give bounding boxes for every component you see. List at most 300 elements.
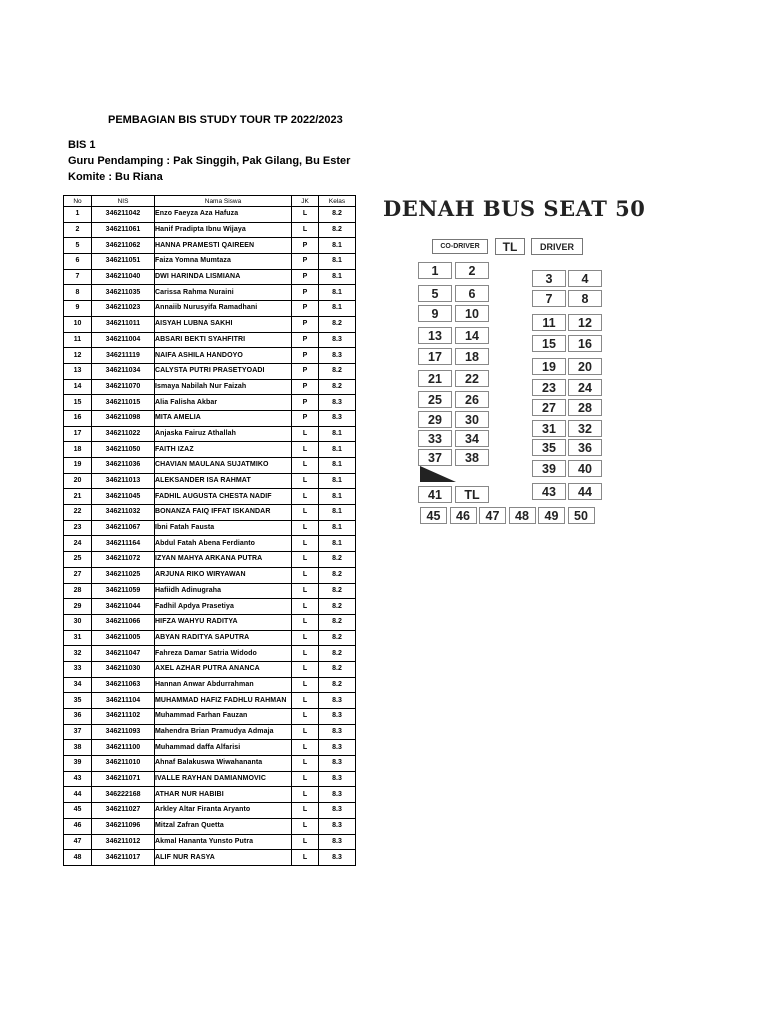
cell-jk: P bbox=[292, 348, 319, 364]
cell-name: DWI HARINDA LISMIANA bbox=[155, 269, 292, 285]
cell-nis: 346211096 bbox=[92, 818, 155, 834]
cell-kelas: 8.2 bbox=[319, 552, 356, 568]
cell-nis: 346211061 bbox=[92, 222, 155, 238]
cell-jk: L bbox=[292, 207, 319, 223]
cell-kelas: 8.1 bbox=[319, 426, 356, 442]
cell-name: Anjaska Fairuz Athallah bbox=[155, 426, 292, 442]
seat: 16 bbox=[568, 335, 602, 352]
cell-jk: L bbox=[292, 740, 319, 756]
cell-nis: 346222168 bbox=[92, 787, 155, 803]
seat: 40 bbox=[568, 460, 602, 477]
cell-name: Mahendra Brian Pramudya Admaja bbox=[155, 724, 292, 740]
table-row bbox=[64, 583, 356, 599]
cell-nis: 346211164 bbox=[92, 536, 155, 552]
cell-no: 44 bbox=[64, 787, 92, 803]
bus-map-title: DENAH BUS SEAT 50 bbox=[383, 196, 646, 221]
cell-nis: 346211023 bbox=[92, 301, 155, 317]
seat: 38 bbox=[455, 449, 489, 466]
cell-name: CHAVIAN MAULANA SUJATMIKO bbox=[155, 458, 292, 474]
cell-no: 39 bbox=[64, 756, 92, 772]
table-row bbox=[64, 771, 356, 787]
table-row bbox=[64, 693, 356, 709]
seat: 28 bbox=[568, 399, 602, 416]
table-row bbox=[64, 238, 356, 254]
cell-nis: 346211042 bbox=[92, 207, 155, 223]
cell-no: 34 bbox=[64, 677, 92, 693]
table-row bbox=[64, 756, 356, 772]
cell-name: FADHIL AUGUSTA CHESTA NADIF bbox=[155, 489, 292, 505]
cell-kelas: 8.2 bbox=[319, 677, 356, 693]
cell-kelas: 8.1 bbox=[319, 269, 356, 285]
table-row bbox=[64, 332, 356, 348]
table-row bbox=[64, 740, 356, 756]
cell-no: 17 bbox=[64, 426, 92, 442]
cell-no: 38 bbox=[64, 740, 92, 756]
table-row bbox=[64, 410, 356, 426]
cell-no: 43 bbox=[64, 771, 92, 787]
cell-kelas: 8.2 bbox=[319, 222, 356, 238]
cell-no: 7 bbox=[64, 269, 92, 285]
table-row bbox=[64, 348, 356, 364]
cell-no: 8 bbox=[64, 285, 92, 301]
cell-nis: 346211027 bbox=[92, 803, 155, 819]
table-row bbox=[64, 567, 356, 583]
cell-no: 10 bbox=[64, 316, 92, 332]
seat: 21 bbox=[418, 370, 452, 387]
seat: 50 bbox=[568, 507, 595, 524]
cell-nis: 346211067 bbox=[92, 520, 155, 536]
cell-kelas: 8.1 bbox=[319, 489, 356, 505]
cell-kelas: 8.3 bbox=[319, 724, 356, 740]
cell-name: ABSARI BEKTI SYAHFITRI bbox=[155, 332, 292, 348]
seat: 13 bbox=[418, 327, 452, 344]
cell-name: Alia Falisha Akbar bbox=[155, 395, 292, 411]
header-no: No bbox=[64, 196, 92, 207]
table-row bbox=[64, 442, 356, 458]
cell-name: Abdul Fatah Abena Ferdianto bbox=[155, 536, 292, 552]
cell-nis: 346211102 bbox=[92, 709, 155, 725]
seat: 23 bbox=[532, 379, 566, 396]
cell-kelas: 8.3 bbox=[319, 834, 356, 850]
cell-nis: 346211035 bbox=[92, 285, 155, 301]
table-row bbox=[64, 489, 356, 505]
cell-nis: 346211071 bbox=[92, 771, 155, 787]
cell-nis: 346211015 bbox=[92, 395, 155, 411]
table-header-row bbox=[64, 196, 356, 207]
cell-jk: P bbox=[292, 285, 319, 301]
cell-jk: L bbox=[292, 818, 319, 834]
cell-no: 1 bbox=[64, 207, 92, 223]
seat: 19 bbox=[532, 358, 566, 375]
cell-nis: 346211045 bbox=[92, 489, 155, 505]
cell-no: 19 bbox=[64, 458, 92, 474]
cell-nis: 346211119 bbox=[92, 348, 155, 364]
header-nis: NIS bbox=[92, 196, 155, 207]
seat: 32 bbox=[568, 420, 602, 437]
tour-leader-back-tag: TL bbox=[455, 486, 489, 503]
cell-nis: 346211063 bbox=[92, 677, 155, 693]
seat: 44 bbox=[568, 483, 602, 500]
cell-nis: 346211059 bbox=[92, 583, 155, 599]
cell-jk: L bbox=[292, 567, 319, 583]
cell-kelas: 8.2 bbox=[319, 661, 356, 677]
seat: 2 bbox=[455, 262, 489, 279]
cell-jk: L bbox=[292, 677, 319, 693]
cell-name: Muhammad Farhan Fauzan bbox=[155, 709, 292, 725]
cell-jk: L bbox=[292, 693, 319, 709]
cell-no: 28 bbox=[64, 583, 92, 599]
cell-jk: L bbox=[292, 489, 319, 505]
table-row bbox=[64, 677, 356, 693]
cell-jk: L bbox=[292, 709, 319, 725]
cell-jk: L bbox=[292, 583, 319, 599]
seat: 18 bbox=[455, 348, 489, 365]
cell-jk: P bbox=[292, 301, 319, 317]
table-row bbox=[64, 818, 356, 834]
cell-no: 46 bbox=[64, 818, 92, 834]
document-title: PEMBAGIAN BIS STUDY TOUR TP 2022/2023 bbox=[108, 114, 343, 126]
cell-kelas: 8.2 bbox=[319, 567, 356, 583]
seat: 33 bbox=[418, 430, 452, 447]
cell-kelas: 8.2 bbox=[319, 614, 356, 630]
seat: 30 bbox=[455, 411, 489, 428]
table-row bbox=[64, 269, 356, 285]
cell-kelas: 8.3 bbox=[319, 693, 356, 709]
cell-nis: 346211032 bbox=[92, 505, 155, 521]
cell-nis: 346211036 bbox=[92, 458, 155, 474]
cell-jk: P bbox=[292, 316, 319, 332]
cell-no: 6 bbox=[64, 254, 92, 270]
cell-kelas: 8.3 bbox=[319, 410, 356, 426]
table-row bbox=[64, 709, 356, 725]
table-row bbox=[64, 646, 356, 662]
cell-jk: L bbox=[292, 834, 319, 850]
table-row bbox=[64, 395, 356, 411]
cell-name: ALIF NUR RASYA bbox=[155, 850, 292, 866]
cell-jk: L bbox=[292, 787, 319, 803]
cell-name: HANNA PRAMESTI QAIREEN bbox=[155, 238, 292, 254]
cell-nis: 346211025 bbox=[92, 567, 155, 583]
cell-jk: L bbox=[292, 771, 319, 787]
cell-jk: L bbox=[292, 442, 319, 458]
table-row bbox=[64, 520, 356, 536]
teacher-line: Guru Pendamping : Pak Singgih, Pak Gilang, Bu Ester bbox=[68, 155, 351, 167]
cell-nis: 346211093 bbox=[92, 724, 155, 740]
cell-jk: P bbox=[292, 410, 319, 426]
cell-no: 30 bbox=[64, 614, 92, 630]
cell-jk: P bbox=[292, 254, 319, 270]
cell-nis: 346211010 bbox=[92, 756, 155, 772]
cell-no: 11 bbox=[64, 332, 92, 348]
cell-no: 9 bbox=[64, 301, 92, 317]
cell-kelas: 8.2 bbox=[319, 583, 356, 599]
cell-jk: L bbox=[292, 426, 319, 442]
table-row bbox=[64, 599, 356, 615]
seat: 47 bbox=[479, 507, 506, 524]
cell-nis: 346211100 bbox=[92, 740, 155, 756]
cell-jk: L bbox=[292, 646, 319, 662]
seat: 36 bbox=[568, 439, 602, 456]
cell-jk: L bbox=[292, 850, 319, 866]
cell-name: ATHAR NUR HABIBI bbox=[155, 787, 292, 803]
table-row bbox=[64, 458, 356, 474]
header-kelas: Kelas bbox=[319, 196, 356, 207]
cell-no: 37 bbox=[64, 724, 92, 740]
seat: 12 bbox=[568, 314, 602, 331]
cell-name: Hafiidh Adinugraha bbox=[155, 583, 292, 599]
cell-jk: L bbox=[292, 552, 319, 568]
stairs-marker bbox=[420, 466, 456, 482]
cell-nis: 346211072 bbox=[92, 552, 155, 568]
table-row bbox=[64, 850, 356, 866]
cell-no: 24 bbox=[64, 536, 92, 552]
cell-jk: P bbox=[292, 379, 319, 395]
table-row bbox=[64, 207, 356, 223]
cell-name: ALEKSANDER ISA RAHMAT bbox=[155, 473, 292, 489]
table-row bbox=[64, 222, 356, 238]
cell-name: FAITH IZAZ bbox=[155, 442, 292, 458]
cell-nis: 346211012 bbox=[92, 834, 155, 850]
cell-name: CALYSTA PUTRI PRASETYOADI bbox=[155, 363, 292, 379]
cell-no: 25 bbox=[64, 552, 92, 568]
seat: 1 bbox=[418, 262, 452, 279]
cell-jk: L bbox=[292, 505, 319, 521]
bus-label: BIS 1 bbox=[68, 139, 96, 151]
cell-nis: 346211004 bbox=[92, 332, 155, 348]
cell-no: 12 bbox=[64, 348, 92, 364]
cell-jk: P bbox=[292, 363, 319, 379]
cell-no: 33 bbox=[64, 661, 92, 677]
seat: 43 bbox=[532, 483, 566, 500]
seat: 8 bbox=[568, 290, 602, 307]
cell-no: 22 bbox=[64, 505, 92, 521]
cell-no: 14 bbox=[64, 379, 92, 395]
header-nama: Nama Siswa bbox=[155, 196, 292, 207]
cell-nis: 346211047 bbox=[92, 646, 155, 662]
cell-name: Ahnaf Balakuswa Wiwahananta bbox=[155, 756, 292, 772]
seat: 26 bbox=[455, 391, 489, 408]
cell-name: IVALLE RAYHAN DAMIANMOVIC bbox=[155, 771, 292, 787]
table-row bbox=[64, 614, 356, 630]
cell-no: 48 bbox=[64, 850, 92, 866]
cell-kelas: 8.1 bbox=[319, 238, 356, 254]
student-table bbox=[63, 195, 356, 866]
cell-kelas: 8.1 bbox=[319, 285, 356, 301]
cell-kelas: 8.1 bbox=[319, 301, 356, 317]
cell-kelas: 8.3 bbox=[319, 771, 356, 787]
cell-nis: 346211011 bbox=[92, 316, 155, 332]
cell-no: 23 bbox=[64, 520, 92, 536]
cell-name: Akmal Hananta Yunsto Putra bbox=[155, 834, 292, 850]
cell-no: 21 bbox=[64, 489, 92, 505]
cell-no: 15 bbox=[64, 395, 92, 411]
cell-jk: L bbox=[292, 630, 319, 646]
cell-no: 18 bbox=[64, 442, 92, 458]
cell-name: ARJUNA RIKO WIRYAWAN bbox=[155, 567, 292, 583]
cell-jk: P bbox=[292, 269, 319, 285]
seat: 24 bbox=[568, 379, 602, 396]
seat: 14 bbox=[455, 327, 489, 344]
table-row bbox=[64, 316, 356, 332]
cell-name: Arkley Altar Firanta Aryanto bbox=[155, 803, 292, 819]
table-row bbox=[64, 379, 356, 395]
cell-name: IZYAN MAHYA ARKANA PUTRA bbox=[155, 552, 292, 568]
table-row bbox=[64, 301, 356, 317]
cell-no: 31 bbox=[64, 630, 92, 646]
cell-no: 45 bbox=[64, 803, 92, 819]
cell-no: 47 bbox=[64, 834, 92, 850]
seat: 49 bbox=[538, 507, 565, 524]
seat: 39 bbox=[532, 460, 566, 477]
cell-nis: 346211098 bbox=[92, 410, 155, 426]
cell-nis: 346211050 bbox=[92, 442, 155, 458]
cell-no: 35 bbox=[64, 693, 92, 709]
committee-line: Komite : Bu Riana bbox=[68, 171, 163, 183]
cell-kelas: 8.2 bbox=[319, 630, 356, 646]
table-row bbox=[64, 724, 356, 740]
seat: 6 bbox=[455, 285, 489, 302]
seat: 22 bbox=[455, 370, 489, 387]
cell-kelas: 8.1 bbox=[319, 458, 356, 474]
cell-kelas: 8.3 bbox=[319, 850, 356, 866]
table-row bbox=[64, 552, 356, 568]
cell-name: BONANZA FAIQ IFFAT ISKANDAR bbox=[155, 505, 292, 521]
seat: 37 bbox=[418, 449, 452, 466]
cell-kelas: 8.3 bbox=[319, 740, 356, 756]
table-row bbox=[64, 426, 356, 442]
driver-tag: DRIVER bbox=[531, 238, 583, 255]
seat: 4 bbox=[568, 270, 602, 287]
cell-kelas: 8.2 bbox=[319, 646, 356, 662]
cell-jk: P bbox=[292, 238, 319, 254]
table-row bbox=[64, 536, 356, 552]
cell-kelas: 8.3 bbox=[319, 803, 356, 819]
cell-no: 29 bbox=[64, 599, 92, 615]
cell-kelas: 8.3 bbox=[319, 756, 356, 772]
cell-no: 5 bbox=[64, 238, 92, 254]
seat: 9 bbox=[418, 305, 452, 322]
cell-kelas: 8.2 bbox=[319, 207, 356, 223]
cell-name: Fadhil Apdya Prasetiya bbox=[155, 599, 292, 615]
cell-name: ABYAN RADITYA SAPUTRA bbox=[155, 630, 292, 646]
cell-nis: 346211017 bbox=[92, 850, 155, 866]
cell-jk: L bbox=[292, 661, 319, 677]
cell-nis: 346211022 bbox=[92, 426, 155, 442]
cell-kelas: 8.1 bbox=[319, 536, 356, 552]
seat: 10 bbox=[455, 305, 489, 322]
cell-no: 16 bbox=[64, 410, 92, 426]
table-row bbox=[64, 803, 356, 819]
cell-name: Ismaya Nabilah Nur Faizah bbox=[155, 379, 292, 395]
cell-kelas: 8.3 bbox=[319, 818, 356, 834]
cell-jk: L bbox=[292, 222, 319, 238]
cell-kelas: 8.3 bbox=[319, 395, 356, 411]
cell-name: NAIFA ASHILA HANDOYO bbox=[155, 348, 292, 364]
cell-nis: 346211070 bbox=[92, 379, 155, 395]
cell-no: 32 bbox=[64, 646, 92, 662]
cell-nis: 346211034 bbox=[92, 363, 155, 379]
cell-jk: L bbox=[292, 614, 319, 630]
cell-jk: L bbox=[292, 599, 319, 615]
seat: 35 bbox=[532, 439, 566, 456]
seat: 48 bbox=[509, 507, 536, 524]
cell-kelas: 8.1 bbox=[319, 505, 356, 521]
seat: 5 bbox=[418, 285, 452, 302]
cell-nis: 346211104 bbox=[92, 693, 155, 709]
cell-nis: 346211044 bbox=[92, 599, 155, 615]
cell-kelas: 8.3 bbox=[319, 709, 356, 725]
cell-nis: 346211051 bbox=[92, 254, 155, 270]
cell-kelas: 8.1 bbox=[319, 442, 356, 458]
table-row bbox=[64, 363, 356, 379]
cell-name: Faiza Yomna Mumtaza bbox=[155, 254, 292, 270]
cell-name: MUHAMMAD HAFIZ FADHLU RAHMAN bbox=[155, 693, 292, 709]
cell-nis: 346211062 bbox=[92, 238, 155, 254]
cell-jk: L bbox=[292, 458, 319, 474]
seat: 27 bbox=[532, 399, 566, 416]
cell-no: 20 bbox=[64, 473, 92, 489]
table-row bbox=[64, 834, 356, 850]
table-row bbox=[64, 285, 356, 301]
cell-nis: 346211013 bbox=[92, 473, 155, 489]
cell-jk: P bbox=[292, 332, 319, 348]
cell-kelas: 8.2 bbox=[319, 379, 356, 395]
cell-kelas: 8.2 bbox=[319, 599, 356, 615]
table-row bbox=[64, 630, 356, 646]
cell-kelas: 8.2 bbox=[319, 363, 356, 379]
cell-jk: L bbox=[292, 803, 319, 819]
tour-leader-front-tag: TL bbox=[495, 238, 525, 255]
cell-jk: P bbox=[292, 395, 319, 411]
cell-kelas: 8.1 bbox=[319, 254, 356, 270]
seat: 15 bbox=[532, 335, 566, 352]
cell-name: Carissa Rahma Nuraini bbox=[155, 285, 292, 301]
cell-no: 13 bbox=[64, 363, 92, 379]
co-driver-tag: CO-DRIVER bbox=[432, 239, 488, 254]
seat: 3 bbox=[532, 270, 566, 287]
cell-name: MITA AMELIA bbox=[155, 410, 292, 426]
cell-name: Muhammad daffa Alfarisi bbox=[155, 740, 292, 756]
cell-nis: 346211040 bbox=[92, 269, 155, 285]
seat: 7 bbox=[532, 290, 566, 307]
cell-jk: L bbox=[292, 520, 319, 536]
cell-nis: 346211066 bbox=[92, 614, 155, 630]
table-row bbox=[64, 254, 356, 270]
header-jk: JK bbox=[292, 196, 319, 207]
seat: 20 bbox=[568, 358, 602, 375]
cell-kelas: 8.3 bbox=[319, 787, 356, 803]
cell-jk: L bbox=[292, 473, 319, 489]
table-row bbox=[64, 787, 356, 803]
cell-name: Fahreza Damar Satria Widodo bbox=[155, 646, 292, 662]
table-row bbox=[64, 505, 356, 521]
cell-name: HIFZA WAHYU RADITYA bbox=[155, 614, 292, 630]
cell-name: Mitzal Zafran Quetta bbox=[155, 818, 292, 834]
cell-kelas: 8.1 bbox=[319, 473, 356, 489]
seat: 29 bbox=[418, 411, 452, 428]
cell-kelas: 8.3 bbox=[319, 348, 356, 364]
cell-kelas: 8.2 bbox=[319, 316, 356, 332]
cell-nis: 346211005 bbox=[92, 630, 155, 646]
seat: 11 bbox=[532, 314, 566, 331]
seat: 31 bbox=[532, 420, 566, 437]
cell-name: Hannan Anwar Abdurrahman bbox=[155, 677, 292, 693]
cell-no: 36 bbox=[64, 709, 92, 725]
cell-kelas: 8.1 bbox=[319, 520, 356, 536]
cell-kelas: 8.3 bbox=[319, 332, 356, 348]
seat-41: 41 bbox=[418, 486, 452, 503]
cell-jk: L bbox=[292, 536, 319, 552]
